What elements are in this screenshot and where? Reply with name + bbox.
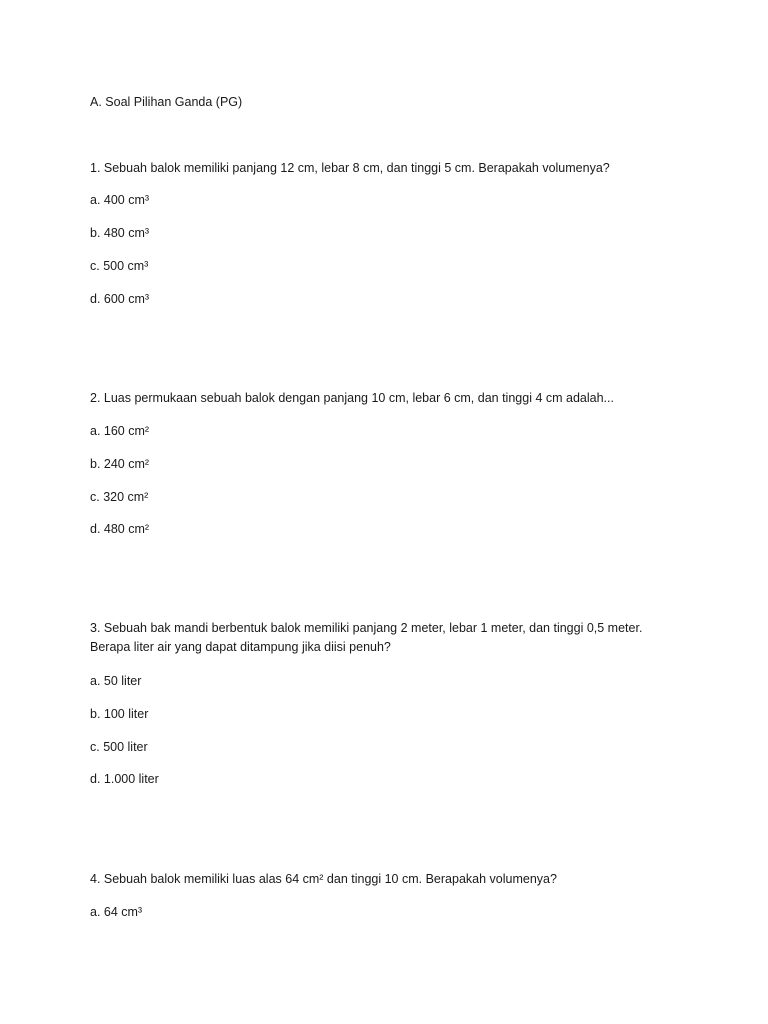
question-3-text: 3. Sebuah bak mandi berbentuk balok memiliki panjang 2 meter, lebar 1 meter, dan tinggi 0,5 meter. Berapa liter air yang dapat ditampung jika diisi penuh? — [90, 621, 643, 654]
question-3-option-c: c. 500 liter — [90, 740, 148, 754]
question-1-text: 1. Sebuah balok memiliki panjang 12 cm, lebar 8 cm, dan tinggi 5 cm. Berapakah volumenya? — [90, 161, 610, 175]
question-2-option-b: b. 240 cm² — [90, 457, 150, 471]
question-2-option-a: a. 160 cm² — [90, 424, 150, 438]
question-3-option-d: d. 1.000 liter — [90, 772, 159, 786]
question-3-option-a: a. 50 liter — [90, 674, 142, 688]
section-title: A. Soal Pilihan Ganda (PG) — [90, 95, 243, 109]
question-1-option-c: c. 500 cm³ — [90, 259, 149, 273]
question-3-option-b: b. 100 liter — [90, 707, 149, 721]
question-1-option-b: b. 480 cm³ — [90, 226, 150, 240]
question-1-option-a: a. 400 cm³ — [90, 193, 150, 207]
question-2-option-c: c. 320 cm² — [90, 490, 149, 504]
question-2-option-d: d. 480 cm² — [90, 522, 150, 536]
question-1-option-d: d. 600 cm³ — [90, 292, 150, 306]
question-2-text: 2. Luas permukaan sebuah balok dengan panjang 10 cm, lebar 6 cm, dan tinggi 4 cm adalah... — [90, 391, 614, 405]
question-4-text: 4. Sebuah balok memiliki luas alas 64 cm² dan tinggi 10 cm. Berapakah volumenya? — [90, 872, 557, 886]
question-4-option-a: a. 64 cm³ — [90, 905, 143, 919]
